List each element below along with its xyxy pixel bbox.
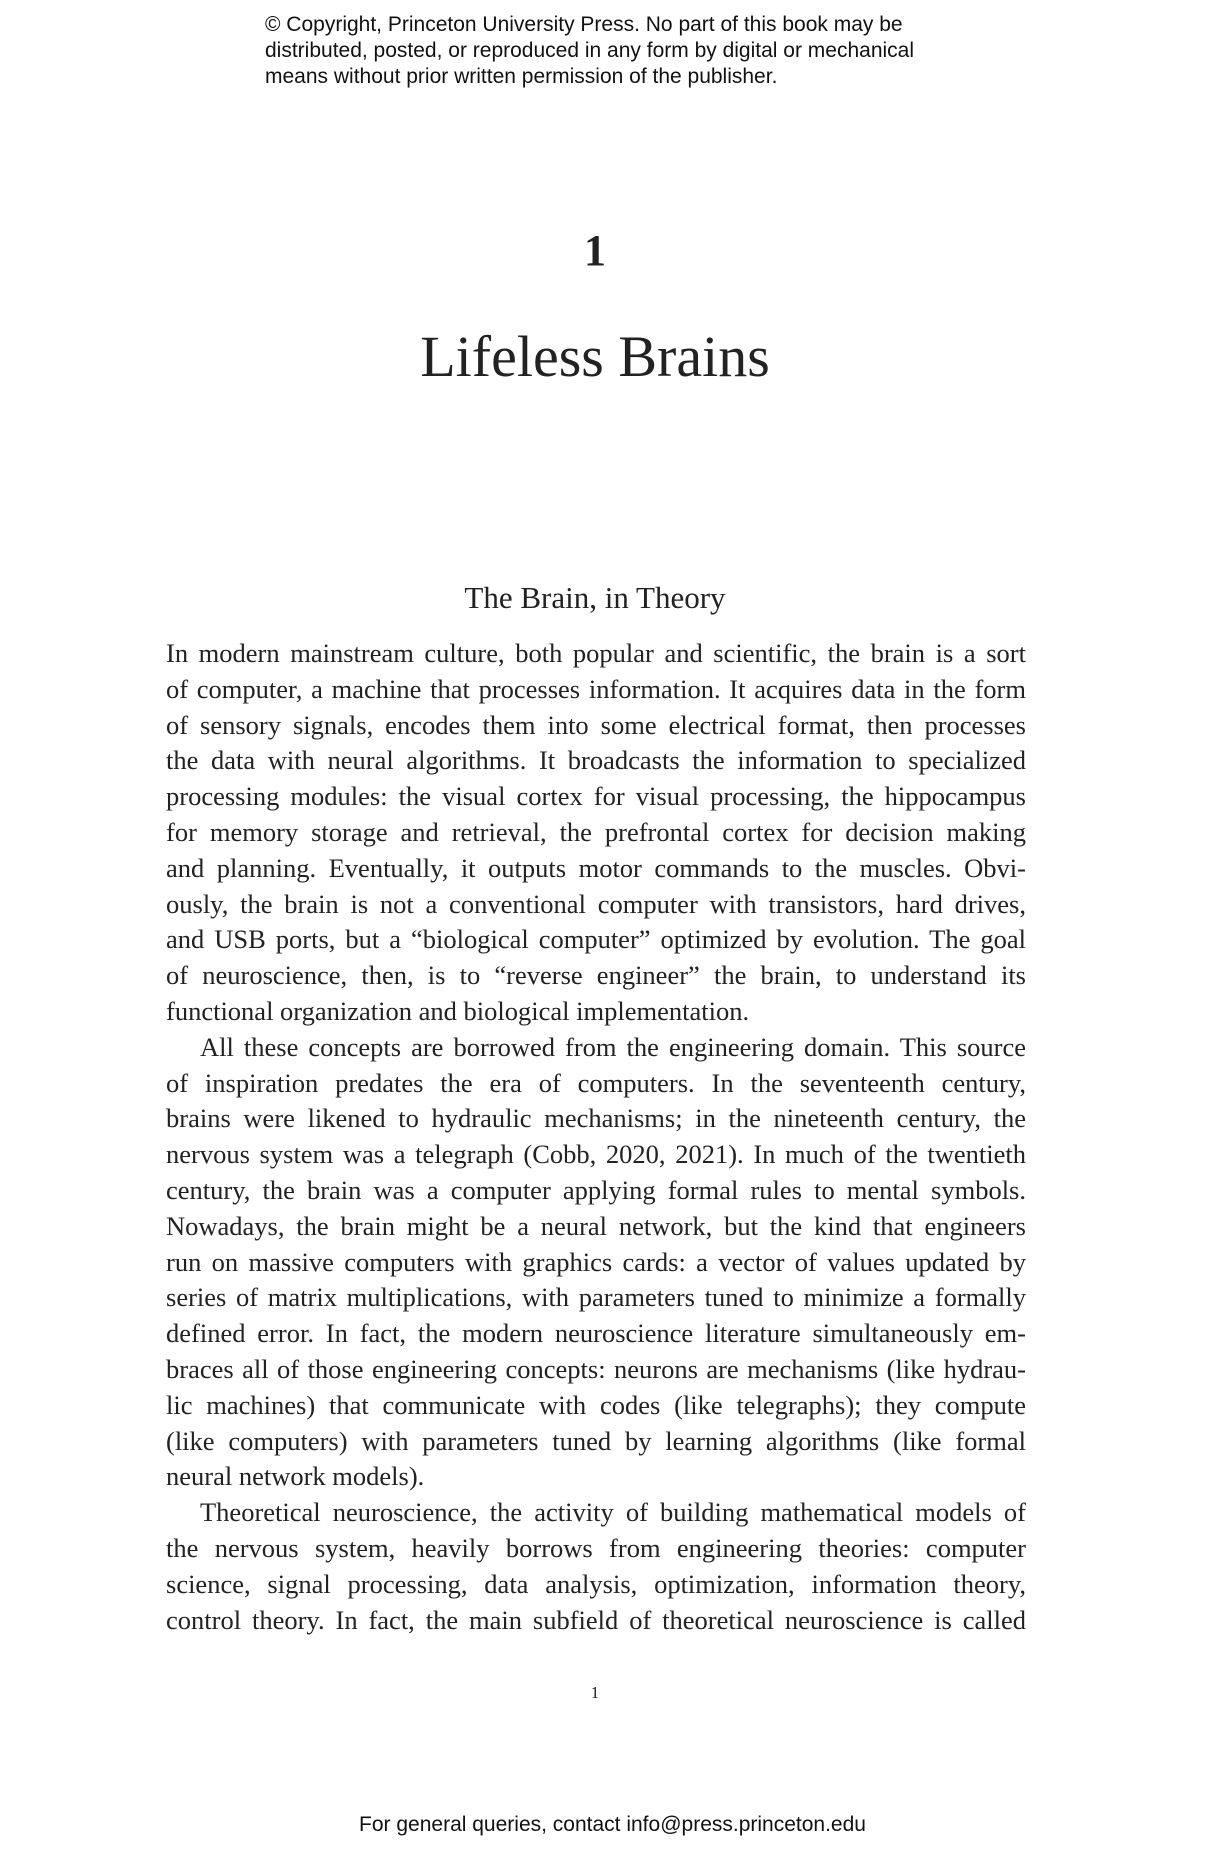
copyright-line: means without prior written permission of the publisher. xyxy=(265,65,778,88)
text-line: the nervous system, heavily borrows from engineering theories: computer xyxy=(166,1532,1026,1563)
text-line: of inspiration predates the era of computers. In the seventeenth century, xyxy=(166,1067,1026,1098)
text-line: of sensory signals, encodes them into some electrical format, then processes xyxy=(166,709,1026,740)
paragraph-1 xyxy=(166,636,1026,1030)
body-text xyxy=(166,636,1026,1638)
text-line: and planning. Eventually, it outputs motor commands to the muscles. Obvi- xyxy=(166,852,1026,883)
paragraph-3 xyxy=(166,1495,1026,1638)
chapter-title: Lifeless Brains xyxy=(420,324,770,389)
text-line: Nowadays, the brain might be a neural network, but the kind that engineers xyxy=(166,1210,1026,1241)
text-line: of neuroscience, then, is to “reverse engineer” the brain, to understand its xyxy=(166,960,1026,991)
text-line: of computer, a machine that processes information. It acquires data in the form xyxy=(166,673,1026,704)
text-line: All these concepts are borrowed from the engineering domain. This source xyxy=(200,1031,1026,1062)
text-line: lic machines) that communicate with codes (like telegraphs); they compute xyxy=(166,1389,1026,1420)
copyright-notice xyxy=(265,12,985,90)
text-line: functional organization and biological implementation. xyxy=(166,995,750,1026)
text-line: century, the brain was a computer applying formal rules to mental symbols. xyxy=(166,1174,1026,1205)
footer-contact: For general queries, contact info@press.princeton.edu xyxy=(359,1813,866,1836)
text-line: brains were likened to hydraulic mechanisms; in the nineteenth century, the xyxy=(166,1103,1026,1134)
text-line: run on massive computers with graphics cards: a vector of values updated by xyxy=(166,1246,1026,1277)
text-line: science, signal processing, data analysis, optimization, information theory, xyxy=(166,1568,1026,1599)
copyright-line: © Copyright, Princeton University Press. No part of this book may be xyxy=(265,13,903,36)
text-line: control theory. In fact, the main subfield of theoretical neuroscience is called xyxy=(166,1604,1026,1635)
text-line: series of matrix multiplications, with parameters tuned to minimize a formally xyxy=(166,1282,1026,1313)
chapter-number: 1 xyxy=(584,226,606,275)
text-line: (like computers) with parameters tuned by learning algorithms (like formal xyxy=(166,1425,1026,1456)
text-line: processing modules: the visual cortex for visual processing, the hippocampus xyxy=(166,781,1026,812)
text-line: Theoretical neuroscience, the activity of building mathematical models of xyxy=(200,1497,1026,1528)
text-line: defined error. In fact, the modern neuroscience literature simultaneously em- xyxy=(166,1318,1026,1349)
text-line: ously, the brain is not a conventional computer with transistors, hard drives, xyxy=(166,888,1026,919)
copyright-line: distributed, posted, or reproduced in any form by digital or mechanical xyxy=(265,39,915,62)
page-number: 1 xyxy=(590,1683,600,1702)
text-line: for memory storage and retrieval, the prefrontal cortex for decision making xyxy=(166,816,1026,847)
text-line: neural network models). xyxy=(166,1461,425,1492)
section-heading: The Brain, in Theory xyxy=(464,580,726,615)
paragraph-2 xyxy=(166,1030,1026,1495)
text-line: the data with neural algorithms. It broadcasts the information to specialized xyxy=(166,745,1026,776)
text-line: nervous system was a telegraph (Cobb, 2020, 2021). In much of the twentieth xyxy=(166,1139,1026,1170)
text-line: and USB ports, but a “biological computer” optimized by evolution. The goal xyxy=(166,924,1026,955)
text-line: braces all of those engineering concepts: neurons are mechanisms (like hydrau- xyxy=(166,1353,1026,1384)
text-line: In modern mainstream culture, both popular and scientific, the brain is a sort xyxy=(166,638,1026,668)
